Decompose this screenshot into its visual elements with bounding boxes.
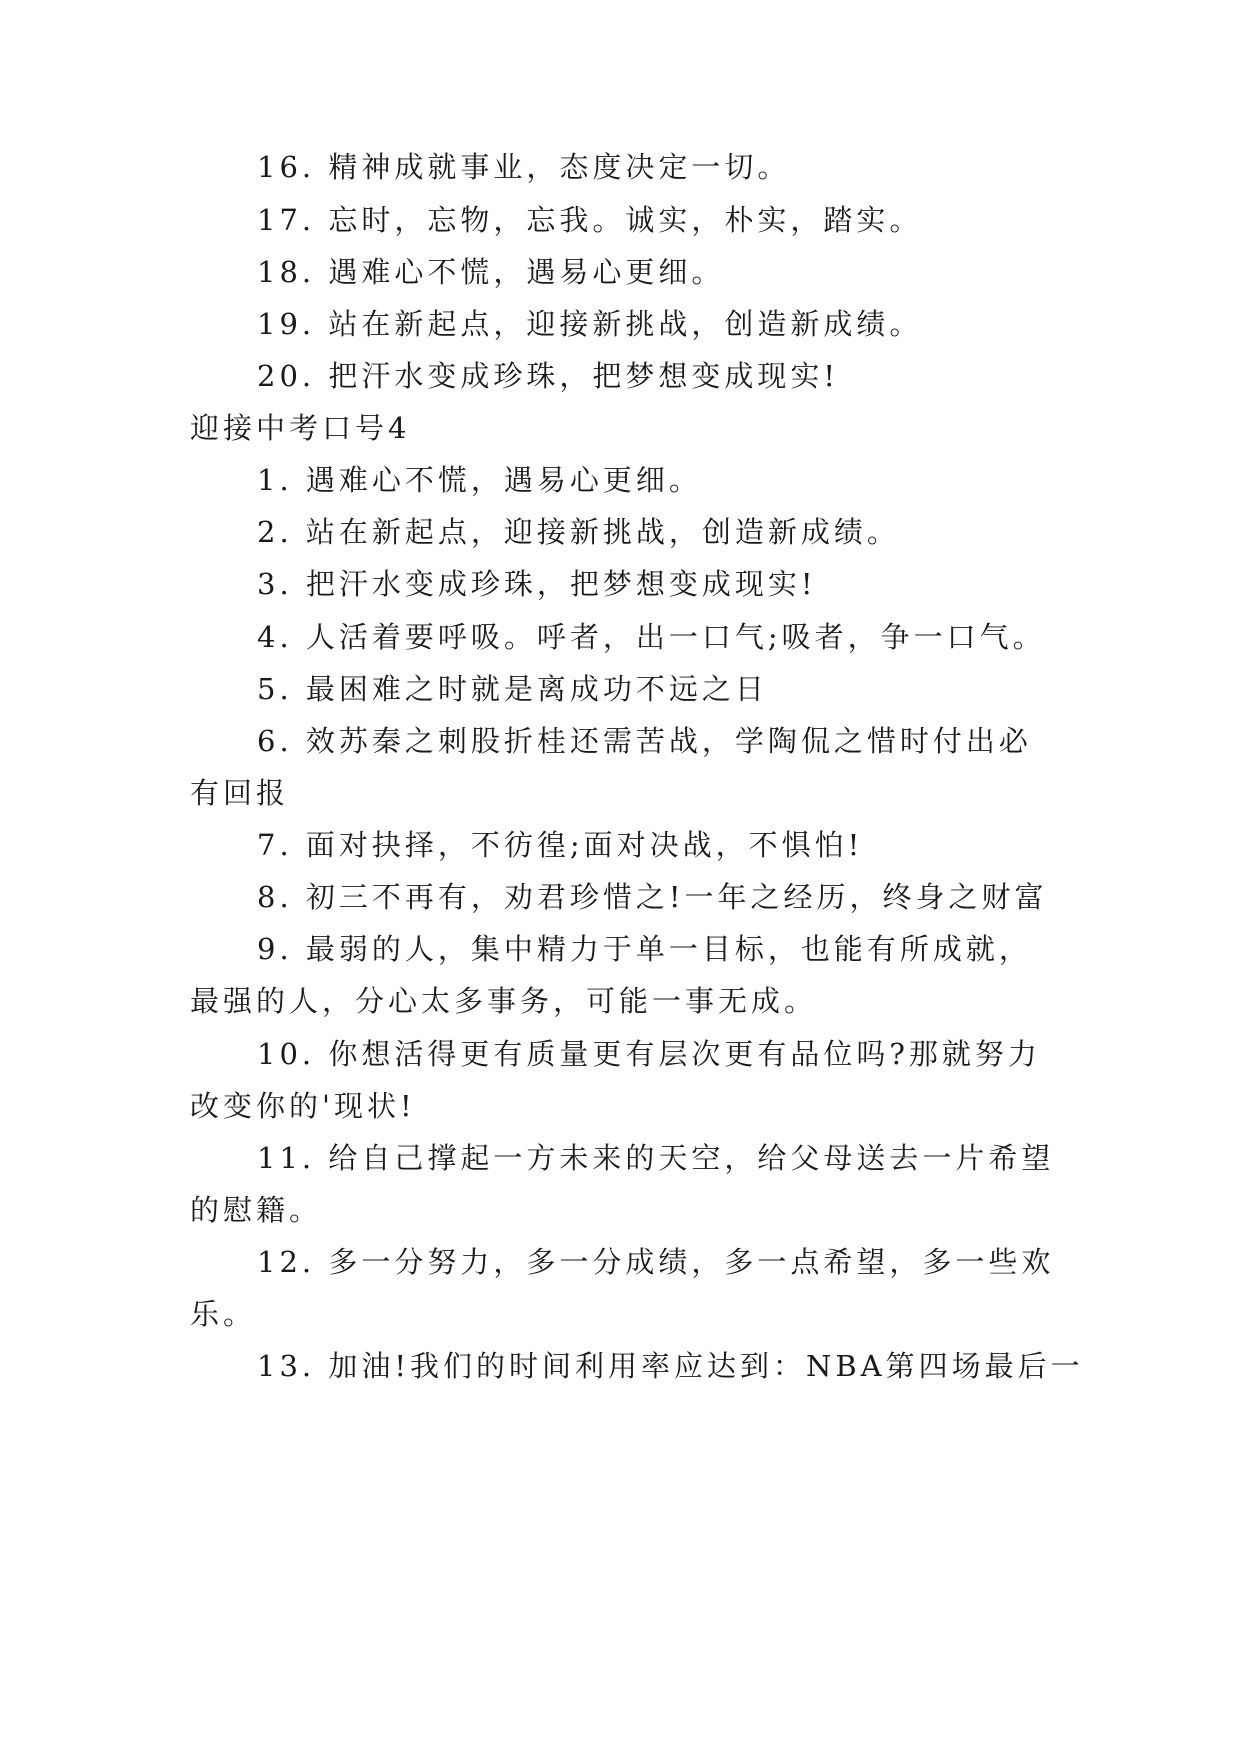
slogan-line: 2. 站在新起点，迎接新挑战，创造新成绩。 [257, 515, 900, 549]
slogan-line: 8. 初三不再有，劝君珍惜之!一年之经历，终身之财富 [257, 880, 1048, 914]
slogan-line-continued: 最强的人，分心太多事务，可能一事无成。 [190, 984, 818, 1018]
slogan-line: 16. 精神成就事业，态度决定一切。 [257, 150, 791, 184]
slogan-line: 20. 把汗水变成珍珠，把梦想变成现实! [257, 359, 839, 393]
slogan-line-continued: 改变你的'现状! [190, 1089, 416, 1123]
slogan-line-continued: 乐。 [190, 1297, 257, 1331]
slogan-line: 12. 多一分努力，多一分成绩，多一点希望，多一些欢 [257, 1245, 1055, 1279]
slogan-line: 1. 遇难心不慌，遇易心更细。 [257, 463, 702, 497]
slogan-line: 5. 最困难之时就是离成功不远之日 [257, 672, 768, 706]
slogan-line: 18. 遇难心不慌，遇易心更细。 [257, 255, 725, 289]
slogan-line: 19. 站在新起点，迎接新挑战，创造新成绩。 [257, 307, 923, 341]
slogan-line-continued: 的慰籍。 [190, 1193, 323, 1227]
slogan-line: 11. 给自己撑起一方未来的天空，给父母送去一片希望 [257, 1141, 1055, 1175]
slogan-line: 7. 面对抉择，不彷徨;面对决战，不惧怕! [257, 828, 864, 862]
slogan-line: 13. 加油!我们的时间利用率应达到：NBA第四场最后一 [257, 1349, 1084, 1383]
slogan-line: 9. 最弱的人，集中精力于单一目标，也能有所成就， [257, 932, 1032, 966]
slogan-line: 17. 忘时，忘物，忘我。诚实，朴实，踏实。 [257, 203, 923, 237]
slogan-line: 10. 你想活得更有质量更有层次更有品位吗?那就努力 [257, 1037, 1041, 1071]
slogan-line: 3. 把汗水变成珍珠，把梦想变成现实! [257, 567, 817, 601]
slogan-line-continued: 有回报 [190, 776, 290, 810]
section-heading: 迎接中考口号4 [190, 411, 411, 445]
slogan-line: 4. 人活着要呼吸。呼者，出一口气;吸者，争一口气。 [257, 620, 1046, 654]
slogan-line: 6. 效苏秦之刺股折桂还需苦战，学陶侃之惜时付出必 [257, 724, 1032, 758]
